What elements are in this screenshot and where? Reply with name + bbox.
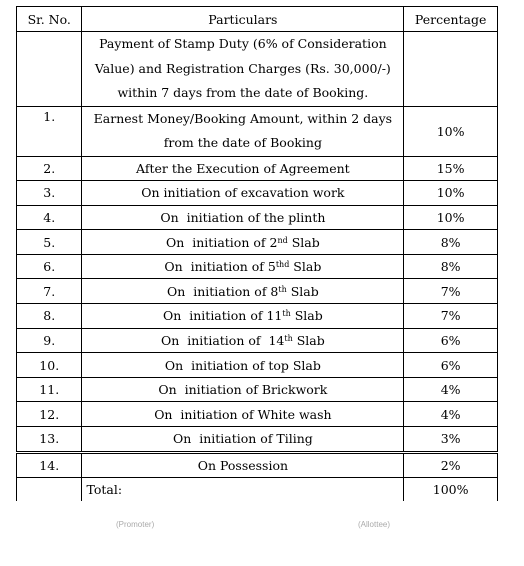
- cell-particulars: On initiation of 2nd Slab: [82, 230, 404, 255]
- table-row: [17, 328, 498, 353]
- cell-sr: 5.: [17, 230, 82, 255]
- cell-particulars: On initiation of 11th Slab: [82, 304, 404, 329]
- cell-sr: 14.: [17, 454, 82, 478]
- table-row-total: [17, 478, 498, 502]
- cell-sr: [17, 32, 82, 107]
- table-row: [17, 353, 498, 378]
- cell-percentage: 7%: [404, 279, 498, 304]
- allottee-signature-label: (Allottee): [358, 520, 391, 529]
- cell-sr: 13.: [17, 427, 82, 452]
- cell-percentage: 15%: [404, 156, 498, 181]
- payment-schedule-table: [16, 6, 498, 452]
- table-row: [17, 377, 498, 402]
- cell-sr: 10.: [17, 353, 82, 378]
- cell-particulars: On initiation of White wash: [82, 402, 404, 427]
- cell-sr: 3.: [17, 181, 82, 206]
- cell-percentage: 4%: [404, 377, 498, 402]
- cell-percentage: 4%: [404, 402, 498, 427]
- table-row: [17, 454, 498, 478]
- table-row: [17, 156, 498, 181]
- possession-total-table: [16, 453, 498, 501]
- cell-particulars: On initiation of excavation work: [82, 181, 404, 206]
- cell-particulars: On initiation of $5^{thd}$ Slab: [82, 254, 404, 279]
- cell-particulars: On initiation of Brickwork: [82, 377, 404, 402]
- cell-particulars: After the Execution of Agreement: [82, 156, 404, 181]
- cell-percentage: 3%: [404, 427, 498, 452]
- cell-sr: 11.: [17, 377, 82, 402]
- cell-percentage: 6%: [404, 353, 498, 378]
- cell-percentage: 8%: [404, 254, 498, 279]
- header-particulars: Particulars: [82, 7, 404, 32]
- table-row: [17, 254, 498, 279]
- cell-particulars: On Possession: [82, 454, 404, 478]
- table-row: [17, 427, 498, 452]
- table-header-row: [17, 7, 498, 32]
- table-row: [17, 230, 498, 255]
- cell-percentage: 10%: [404, 106, 498, 156]
- cell-sr: [17, 478, 82, 502]
- cell-sr: 1.: [17, 106, 82, 156]
- cell-particulars: On initiation of 8th Slab: [82, 279, 404, 304]
- table-row: [17, 205, 498, 230]
- promoter-signature-label: (Promoter): [116, 520, 155, 529]
- cell-sr: 9.: [17, 328, 82, 353]
- cell-percentage: 2%: [404, 454, 498, 478]
- total-label: Total:: [82, 478, 404, 502]
- cell-percentage: 8%: [404, 230, 498, 255]
- cell-percentage: 10%: [404, 205, 498, 230]
- table-row-intro: [17, 32, 498, 107]
- header-percentage: Percentage: [404, 7, 498, 32]
- table-row: [17, 181, 498, 206]
- cell-particulars: On initiation of top Slab: [82, 353, 404, 378]
- cell-percentage: 7%: [404, 304, 498, 329]
- cell-percentage: 6%: [404, 328, 498, 353]
- table-row: [17, 304, 498, 329]
- header-sr-no: Sr. No.: [17, 7, 82, 32]
- cell-particulars: Earnest Money/Booking Amount, within 2 days from the date of Booking: [82, 106, 404, 156]
- cell-sr: 2.: [17, 156, 82, 181]
- table-row: [17, 106, 498, 156]
- total-percentage: 100%: [404, 478, 498, 502]
- cell-particulars: On initiation of 14th Slab: [82, 328, 404, 353]
- cell-sr: 4.: [17, 205, 82, 230]
- intro-text: Payment of Stamp Duty (6% of Consideration Value) and Registration Charges (Rs. 30,000/-) within 7 days from the date of Booking.: [82, 32, 404, 107]
- table-row: [17, 279, 498, 304]
- cell-sr: 7.: [17, 279, 82, 304]
- cell-percentage: [404, 32, 498, 107]
- cell-percentage: 10%: [404, 181, 498, 206]
- cell-particulars: On initiation of Tiling: [82, 427, 404, 452]
- cell-sr: 12.: [17, 402, 82, 427]
- cell-sr: 8.: [17, 304, 82, 329]
- table-row: [17, 402, 498, 427]
- cell-particulars: On initiation of the plinth: [82, 205, 404, 230]
- cell-sr: 6.: [17, 254, 82, 279]
